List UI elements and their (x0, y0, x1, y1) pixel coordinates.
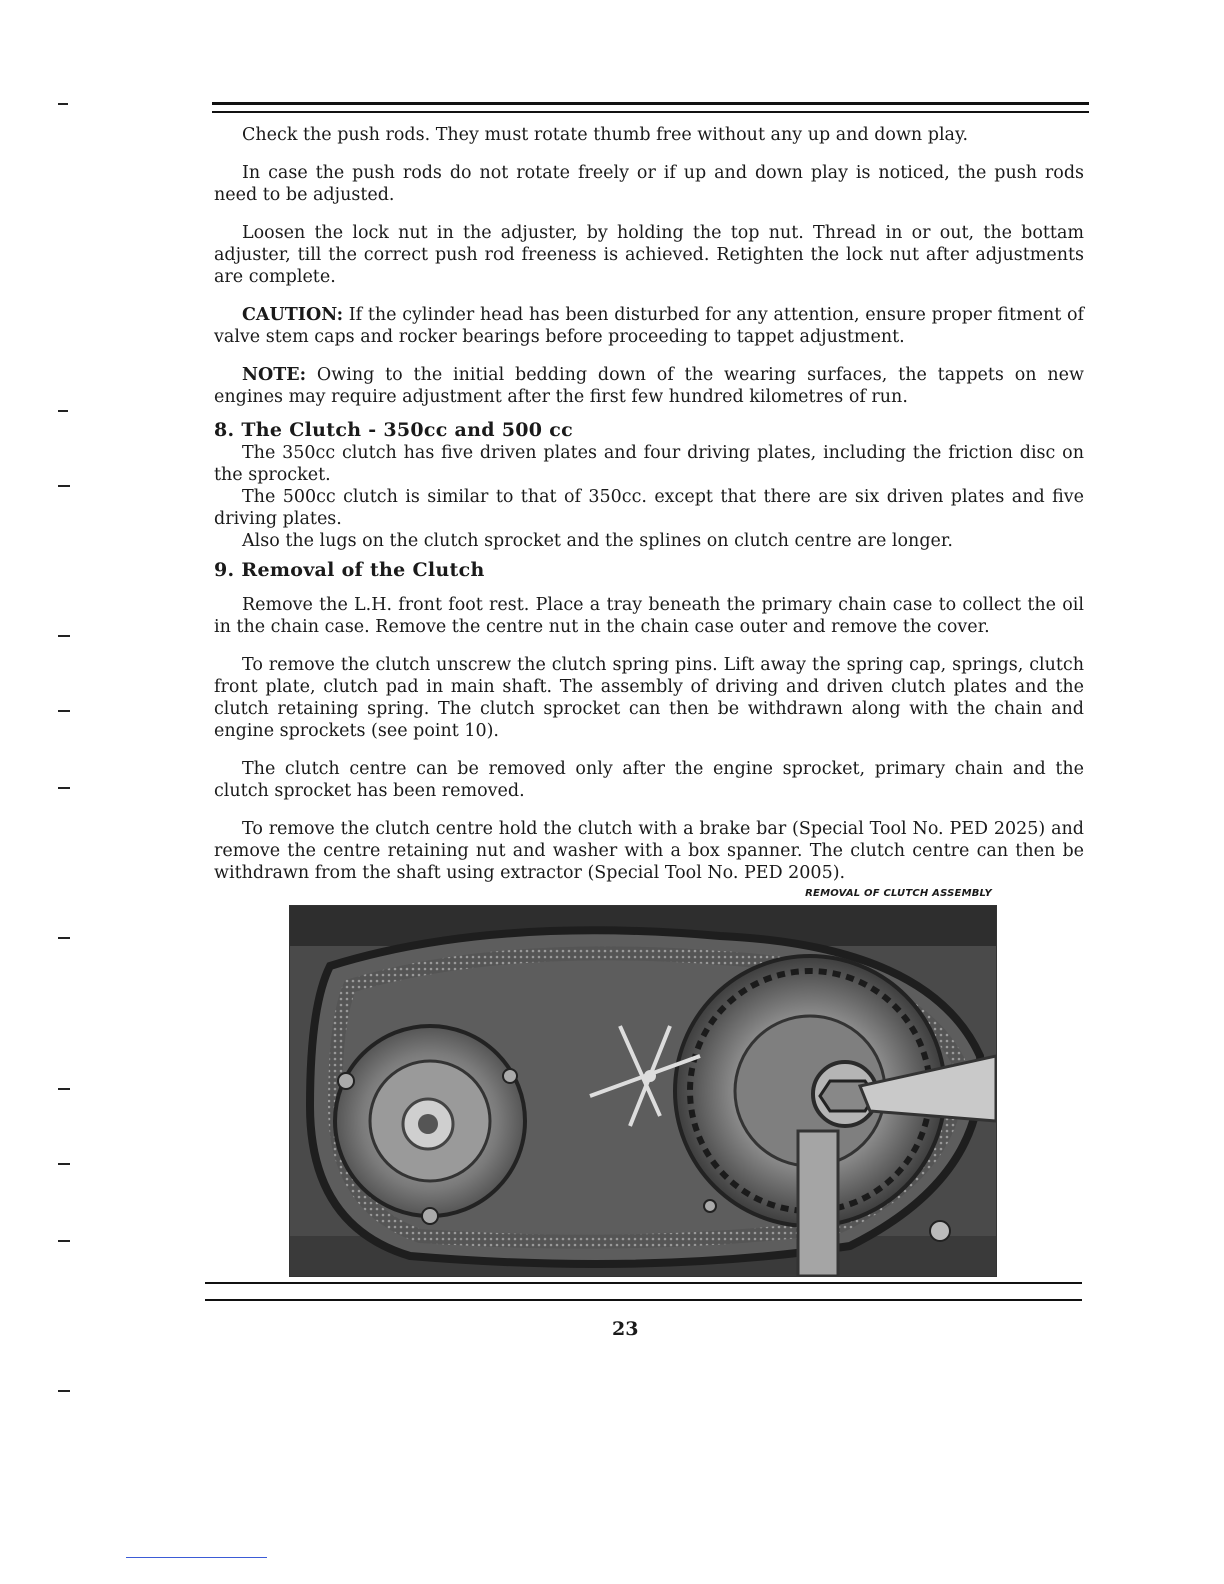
footer-rule-2 (205, 1299, 1082, 1301)
margin-scan-mark (58, 710, 70, 712)
margin-scan-mark (58, 937, 70, 939)
paragraph-push-rods-check: Check the push rods. They must rotate thumb free without any up and down play. (242, 125, 969, 145)
section-heading-8: 8. The Clutch - 350cc and 500 cc (214, 419, 573, 441)
section8-line-2: The 500cc clutch is similar to that of 350cc. except that there are six driven plates and five driving plates. (214, 487, 1084, 529)
header-rule-thin (212, 111, 1089, 113)
margin-scan-mark (58, 1390, 70, 1392)
caution-label: CAUTION: (242, 305, 344, 325)
margin-scan-mark (58, 1163, 70, 1165)
note-text: Owing to the initial bedding down of the wearing surfaces, the tappets on new engines may require adjustment after the first few hundred kilometres of run. (214, 365, 1084, 407)
margin-scan-mark (58, 1240, 70, 1242)
margin-scan-mark (58, 485, 70, 487)
bottom-underline (126, 1557, 267, 1558)
footer-rule-1 (205, 1282, 1082, 1284)
section8-line-1: The 350cc clutch has five driven plates and four driving plates, including the friction disc on the sprocket. (214, 443, 1084, 485)
note-label: NOTE: (242, 365, 307, 385)
margin-scan-mark (58, 1088, 70, 1090)
header-rule-thick (212, 102, 1089, 105)
caution-text: If the cylinder head has been disturbed for any attention, ensure proper fitment of valve stem caps and rocker bearings before proceeding to tappet adjustment. (214, 305, 1084, 347)
margin-scan-mark (58, 103, 68, 105)
paragraph-push-rods-adjust: In case the push rods do not rotate freely or if up and down play is noticed, the push rods need to be adjusted. (214, 163, 1084, 205)
margin-scan-mark (58, 787, 70, 789)
section9-paragraph-3: The clutch centre can be removed only after the engine sprocket, primary chain and the clutch sprocket has been removed. (214, 759, 1084, 801)
clutch-assembly-photo (289, 905, 997, 1277)
margin-scan-mark (58, 410, 68, 412)
body-text (214, 124, 1084, 900)
section-heading-9: 9. Removal of the Clutch (214, 559, 485, 581)
paragraph-caution (214, 304, 1084, 348)
page-number: 23 (612, 1318, 639, 1340)
clutch-photo-illustration (290, 906, 996, 1276)
section8-line-3: Also the lugs on the clutch sprocket and the splines on clutch centre are longer. (242, 531, 953, 551)
section9-paragraph-2: To remove the clutch unscrew the clutch spring pins. Lift away the spring cap, springs, clutch front plate, clutch pad in main shaft. The assembly of driving and driven clutch plates and the clutch retaining spring. The clutch sprocket can then be withdrawn along with the chain and engine sprockets (see point 10). (214, 655, 1084, 741)
paragraph-note (214, 364, 1084, 408)
section9-paragraph-4: To remove the clutch centre hold the clutch with a brake bar (Special Tool No. PED 2025) and remove the centre retaining nut and washer with a box spanner. The clutch centre can then be withdrawn from the shaft using extractor (Special Tool No. PED 2005). (214, 819, 1084, 883)
section9-paragraph-1: Remove the L.H. front foot rest. Place a tray beneath the primary chain case to collect the oil in the chain case. Remove the centre nut in the chain case outer and remove the cover. (214, 595, 1084, 637)
figure-caption: REMOVAL OF CLUTCH ASSEMBLY (805, 888, 992, 899)
margin-scan-mark (58, 635, 70, 637)
paragraph-lock-nut: Loosen the lock nut in the adjuster, by holding the top nut. Thread in or out, the bottam adjuster, till the correct push rod freeness is achieved. Retighten the lock nut after adjustments are complete. (214, 223, 1084, 287)
